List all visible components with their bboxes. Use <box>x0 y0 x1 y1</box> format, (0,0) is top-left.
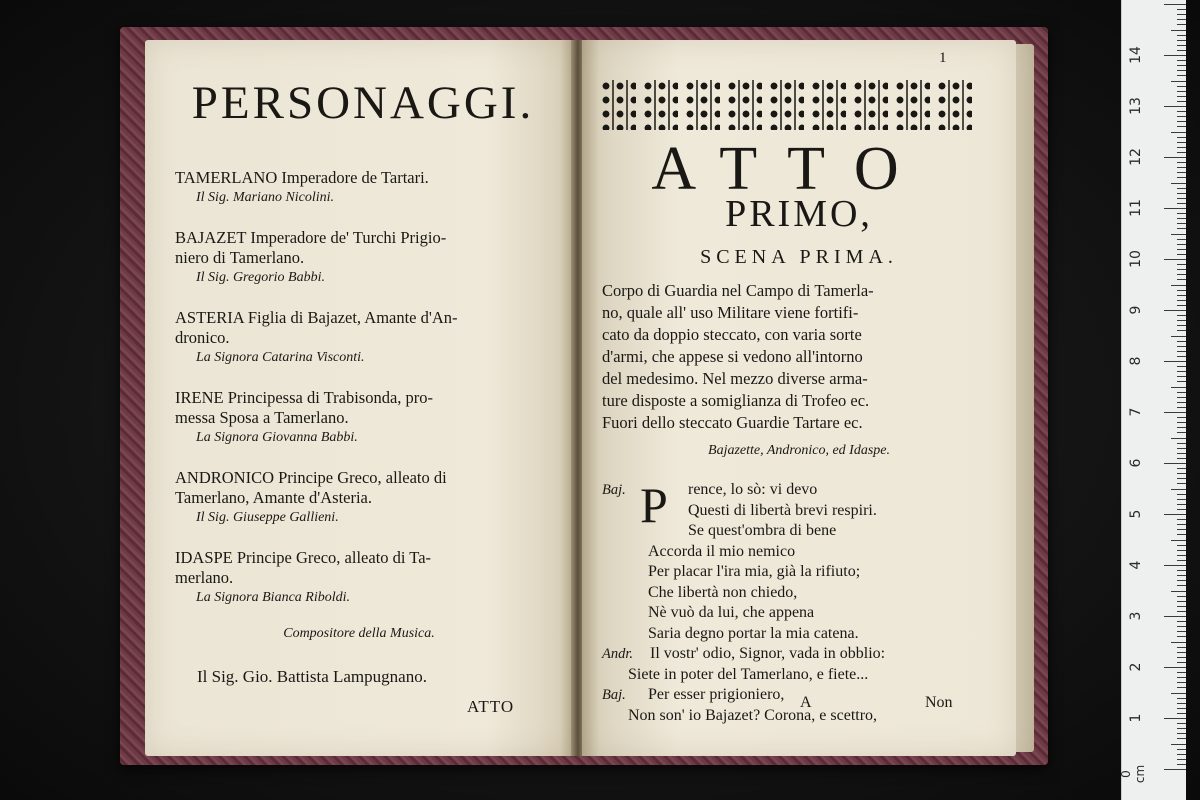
ruler-tick <box>1177 453 1186 454</box>
ruler-tick <box>1177 19 1186 20</box>
ruler-tick <box>1171 234 1186 235</box>
ruler-tick <box>1177 647 1186 648</box>
ruler-tick <box>1171 336 1186 337</box>
ruler-tick <box>1171 540 1186 541</box>
ruler-tick <box>1164 718 1186 719</box>
ruler-tick <box>1177 570 1186 571</box>
ruler-tick <box>1177 611 1186 612</box>
ruler-tick <box>1177 580 1186 581</box>
ruler-tick <box>1177 330 1186 331</box>
ruler-tick <box>1164 157 1186 158</box>
ruler-tick <box>1177 70 1186 71</box>
verse-line <box>602 665 1002 686</box>
ruler-tick <box>1177 754 1186 755</box>
ruler-tick <box>1177 448 1186 449</box>
ruler-tick <box>1177 636 1186 637</box>
ruler-number: 9 <box>1128 305 1144 315</box>
page-edges <box>1016 44 1034 752</box>
ruler-tick <box>1177 254 1186 255</box>
role-line: IRENE Principessa di Trabisonda, pro- <box>175 388 434 407</box>
ruler-tick <box>1164 616 1186 617</box>
verse-text: rence, lo sò: vi devo <box>688 481 818 498</box>
ruler-tick <box>1177 60 1186 61</box>
ruler-tick <box>1177 35 1186 36</box>
ruler-tick <box>1177 534 1186 535</box>
ruler-tick <box>1177 545 1186 546</box>
stage-direction <box>602 280 980 434</box>
ruler-tick <box>1171 183 1186 184</box>
ruler-tick <box>1164 361 1186 362</box>
verse-text: Se quest'ombra di bene <box>688 522 837 539</box>
ruler-number: 8 <box>1128 356 1144 366</box>
ruler-tick <box>1164 667 1186 668</box>
ruler-tick <box>1177 14 1186 15</box>
ruler-tick <box>1177 529 1186 530</box>
ruler-tick <box>1177 657 1186 658</box>
ruler-tick <box>1177 468 1186 469</box>
ruler-tick <box>1177 703 1186 704</box>
ruler-tick <box>1177 381 1186 382</box>
role-description <box>175 308 557 348</box>
ruler-tick <box>1177 524 1186 525</box>
singer-name: La Signora Giovanna Babbi. <box>196 430 358 445</box>
verse-line <box>602 603 1002 624</box>
role-line: TAMERLANO Imperadore de Tartari. <box>175 168 429 187</box>
ruler-tick <box>1177 504 1186 505</box>
ruler-tick <box>1177 606 1186 607</box>
catchword: ATTO <box>467 697 515 716</box>
ruler-tick <box>1164 259 1186 260</box>
ruler-tick <box>1177 172 1186 173</box>
ruler-tick <box>1177 91 1186 92</box>
ruler-tick <box>1177 320 1186 321</box>
ruler-tick <box>1177 152 1186 153</box>
ruler-tick <box>1177 325 1186 326</box>
ruler-tick <box>1177 50 1186 51</box>
ruler-tick <box>1164 463 1186 464</box>
ruler-tick <box>1177 264 1186 265</box>
ruler-tick <box>1177 290 1186 291</box>
ruler-tick <box>1177 142 1186 143</box>
catchword: Non <box>925 694 953 711</box>
ruler-tick <box>1177 371 1186 372</box>
cast-list <box>175 168 557 628</box>
ruler-number: 11 <box>1128 199 1144 217</box>
verse-block <box>602 477 1002 726</box>
ruler-tick <box>1177 677 1186 678</box>
ruler-tick <box>1177 698 1186 699</box>
verse-text: Il vostr' odio, Signor, vada in obblio: <box>650 645 886 662</box>
role-description <box>175 228 557 268</box>
ruler-tick <box>1177 24 1186 25</box>
ruler-tick <box>1171 642 1186 643</box>
stage-line: del medesimo. Nel mezzo diverse arma- <box>602 369 868 388</box>
ruler-tick <box>1177 713 1186 714</box>
ruler-tick <box>1177 519 1186 520</box>
stage-line: ture disposte a somiglianza di Trofeo ec. <box>602 391 870 410</box>
ruler-tick <box>1177 116 1186 117</box>
ruler-tick <box>1177 147 1186 148</box>
ruler-number: 7 <box>1128 407 1144 417</box>
ruler-tick <box>1171 285 1186 286</box>
ruler-tick <box>1177 96 1186 97</box>
ruler-tick <box>1177 315 1186 316</box>
ruler-tick <box>1177 427 1186 428</box>
composer-name: Il Sig. Gio. Battista Lampugnano. <box>197 667 427 686</box>
ruler-tick <box>1177 764 1186 765</box>
singer-name: La Signora Catarina Visconti. <box>196 350 365 365</box>
role-line: ANDRONICO Principe Greco, alleato di <box>175 468 447 487</box>
ruler-tick <box>1177 9 1186 10</box>
ruler-tick <box>1177 473 1186 474</box>
ruler-tick <box>1177 356 1186 357</box>
role-line-continued: niero di Tamerlano. <box>175 248 305 267</box>
drop-cap: P <box>640 477 668 533</box>
ruler-tick <box>1177 402 1186 403</box>
cast-entry <box>175 388 557 446</box>
ruler-tick <box>1177 249 1186 250</box>
ruler-tick <box>1177 733 1186 734</box>
stage-line: cato da doppio steccato, con varia sorte <box>602 325 862 344</box>
ruler-tick <box>1177 121 1186 122</box>
ruler-tick <box>1171 132 1186 133</box>
ruler-tick <box>1177 346 1186 347</box>
ruler-tick <box>1177 407 1186 408</box>
ruler-tick <box>1177 198 1186 199</box>
ornamental-headpiece <box>600 80 972 130</box>
ruler-tick <box>1171 591 1186 592</box>
ruler-tick <box>1177 499 1186 500</box>
signature-mark: A <box>800 694 812 711</box>
ruler-tick <box>1171 438 1186 439</box>
ruler-tick <box>1177 550 1186 551</box>
ruler-tick <box>1177 40 1186 41</box>
act-heading: ATTO <box>651 135 929 203</box>
ruler-tick <box>1171 387 1186 388</box>
ruler-tick <box>1177 279 1186 280</box>
page-number: 1 <box>939 50 947 66</box>
ruler-tick <box>1177 708 1186 709</box>
left-page <box>145 40 573 756</box>
ruler-tick <box>1177 687 1186 688</box>
ruler-tick <box>1164 769 1186 770</box>
ruler-tick <box>1177 631 1186 632</box>
ruler-tick <box>1177 723 1186 724</box>
scene-characters: Bajazette, Andronico, ed Idaspe. <box>708 443 890 458</box>
singer-name: Il Sig. Giuseppe Gallieni. <box>196 510 339 525</box>
ruler-tick <box>1177 417 1186 418</box>
verse-line <box>602 501 1002 522</box>
role-line: BAJAZET Imperadore de' Turchi Prigio- <box>175 228 447 247</box>
ruler-tick <box>1177 274 1186 275</box>
ruler-tick <box>1177 458 1186 459</box>
cast-entry <box>175 548 557 606</box>
ruler-tick <box>1177 626 1186 627</box>
ruler-tick <box>1177 111 1186 112</box>
ruler-tick <box>1164 4 1186 5</box>
ruler-tick <box>1177 300 1186 301</box>
ruler-tick <box>1164 565 1186 566</box>
ruler-tick <box>1177 738 1186 739</box>
ruler-tick <box>1177 652 1186 653</box>
ruler-tick <box>1177 65 1186 66</box>
cast-entry <box>175 228 557 286</box>
ruler-tick <box>1177 560 1186 561</box>
verse-text: Accorda il mio nemico <box>648 542 796 560</box>
stage-line: no, quale all' uso Militare viene fortifi- <box>602 303 859 322</box>
ruler-tick <box>1171 744 1186 745</box>
ruler-tick <box>1177 86 1186 87</box>
ruler-unit-label: 0 cm <box>1119 764 1147 784</box>
ruler-tick <box>1177 188 1186 189</box>
verse-text: Questi di libertà brevi respiri. <box>688 501 877 519</box>
verse-line <box>602 521 1002 542</box>
ruler-tick <box>1177 269 1186 270</box>
role-description <box>175 548 557 588</box>
verse-text: Siete in poter del Tamerlano, e fiete... <box>628 665 869 683</box>
ruler-tick <box>1177 126 1186 127</box>
ruler-tick <box>1177 555 1186 556</box>
ruler-tick <box>1177 218 1186 219</box>
ruler-tick <box>1164 106 1186 107</box>
ruler-tick <box>1177 662 1186 663</box>
page-title: PERSONAGGI. <box>191 77 535 129</box>
ruler-tick <box>1177 494 1186 495</box>
right-page <box>582 40 1016 756</box>
measurement-ruler <box>1121 0 1186 800</box>
ruler-tick <box>1177 509 1186 510</box>
role-line-continued: dronico. <box>175 328 230 347</box>
verse-line <box>602 542 1002 563</box>
ruler-tick <box>1177 432 1186 433</box>
ruler-tick <box>1177 397 1186 398</box>
ruler-tick <box>1177 305 1186 306</box>
ruler-number: 10 <box>1128 250 1144 268</box>
role-line: IDASPE Principe Greco, alleato di Ta- <box>175 548 432 567</box>
ruler-tick <box>1177 213 1186 214</box>
ruler-tick <box>1171 489 1186 490</box>
role-line-continued: Tamerlano, Amante d'Asteria. <box>175 488 373 507</box>
ruler-tick <box>1177 101 1186 102</box>
ruler-tick <box>1177 749 1186 750</box>
ruler-number: 12 <box>1128 148 1144 166</box>
singer-name: Il Sig. Gregorio Babbi. <box>196 270 325 285</box>
ruler-tick <box>1177 295 1186 296</box>
verse-text: Saria degno portar la mia catena. <box>648 624 859 642</box>
verse-line <box>602 644 1002 665</box>
verse-line <box>602 583 1002 604</box>
ruler-tick <box>1177 443 1186 444</box>
stage-line: Fuori dello steccato Guardie Tartare ec. <box>602 413 863 432</box>
speaker-label: Baj. <box>602 687 626 703</box>
ruler-number: 5 <box>1128 509 1144 519</box>
ruler-tick <box>1177 601 1186 602</box>
ruler-tick <box>1177 223 1186 224</box>
ruler-tick <box>1164 310 1186 311</box>
singer-name: Il Sig. Mariano Nicolini. <box>196 190 335 205</box>
singer-name: La Signora Bianca Riboldi. <box>196 590 350 605</box>
ruler-tick <box>1164 208 1186 209</box>
ruler-tick <box>1177 596 1186 597</box>
cast-entry <box>175 308 557 366</box>
ruler-tick <box>1171 81 1186 82</box>
verse-line <box>602 562 1002 583</box>
ruler-tick <box>1177 351 1186 352</box>
ruler-tick <box>1177 672 1186 673</box>
role-line-continued: messa Sposa a Tamerlano. <box>175 408 349 427</box>
scene-heading: SCENA PRIMA. <box>700 246 898 268</box>
ruler-tick <box>1177 167 1186 168</box>
ruler-number: 2 <box>1128 662 1144 672</box>
ruler-tick <box>1164 514 1186 515</box>
ruler-number: 14 <box>1128 46 1144 64</box>
ruler-tick <box>1177 392 1186 393</box>
verse-line <box>602 480 1002 501</box>
verse-text: Per placar l'ira mia, già la rifiuto; <box>648 563 861 580</box>
act-number-heading: PRIMO, <box>725 193 873 235</box>
cast-entry <box>175 468 557 526</box>
ruler-tick <box>1177 203 1186 204</box>
role-line: ASTERIA Figlia di Bajazet, Amante d'An- <box>175 308 458 327</box>
ruler-tick <box>1177 478 1186 479</box>
cast-entry <box>175 168 557 206</box>
ruler-tick <box>1177 137 1186 138</box>
verse-text: Per esser prigioniero, <box>648 686 785 703</box>
ruler-tick <box>1171 30 1186 31</box>
role-description <box>175 388 557 428</box>
verse-line <box>602 624 1002 645</box>
ruler-tick <box>1177 75 1186 76</box>
ruler-tick <box>1177 585 1186 586</box>
speaker-label: Baj. <box>602 482 626 498</box>
ruler-tick <box>1177 376 1186 377</box>
ruler-tick <box>1177 45 1186 46</box>
role-line-continued: merlano. <box>175 568 234 587</box>
ruler-tick <box>1177 341 1186 342</box>
ruler-tick <box>1177 366 1186 367</box>
ruler-tick <box>1177 759 1186 760</box>
ruler-tick <box>1177 162 1186 163</box>
ruler-tick <box>1177 193 1186 194</box>
ruler-tick <box>1164 55 1186 56</box>
ruler-tick <box>1177 575 1186 576</box>
ruler-tick <box>1177 177 1186 178</box>
stage-line: Corpo di Guardia nel Campo di Tamerla- <box>602 281 874 300</box>
verse-text: Non son' io Bajazet? Corona, e scettro, <box>628 706 878 724</box>
ruler-number: 4 <box>1128 560 1144 570</box>
ruler-tick <box>1177 621 1186 622</box>
ruler-number: 3 <box>1128 611 1144 621</box>
ruler-tick <box>1177 244 1186 245</box>
ruler-tick <box>1177 239 1186 240</box>
verse-text: Nè vuò da lui, che appena <box>648 604 815 621</box>
verse-text: Che libertà non chiedo, <box>648 583 798 601</box>
ruler-tick <box>1177 422 1186 423</box>
speaker-label: Andr. <box>602 646 634 662</box>
ruler-number: 1 <box>1128 713 1144 723</box>
ruler-tick <box>1177 728 1186 729</box>
ruler-tick <box>1177 228 1186 229</box>
role-description <box>175 468 557 508</box>
ruler-tick <box>1164 412 1186 413</box>
ruler-number: 6 <box>1128 458 1144 468</box>
ruler-number: 13 <box>1128 97 1144 115</box>
ruler-tick <box>1177 483 1186 484</box>
composer-label: Compositore della Musica. <box>283 626 435 641</box>
ruler-tick <box>1177 682 1186 683</box>
ruler-tick <box>1171 693 1186 694</box>
role-description <box>175 168 557 188</box>
stage-line: d'armi, che appese si vedono all'intorno <box>602 347 863 366</box>
